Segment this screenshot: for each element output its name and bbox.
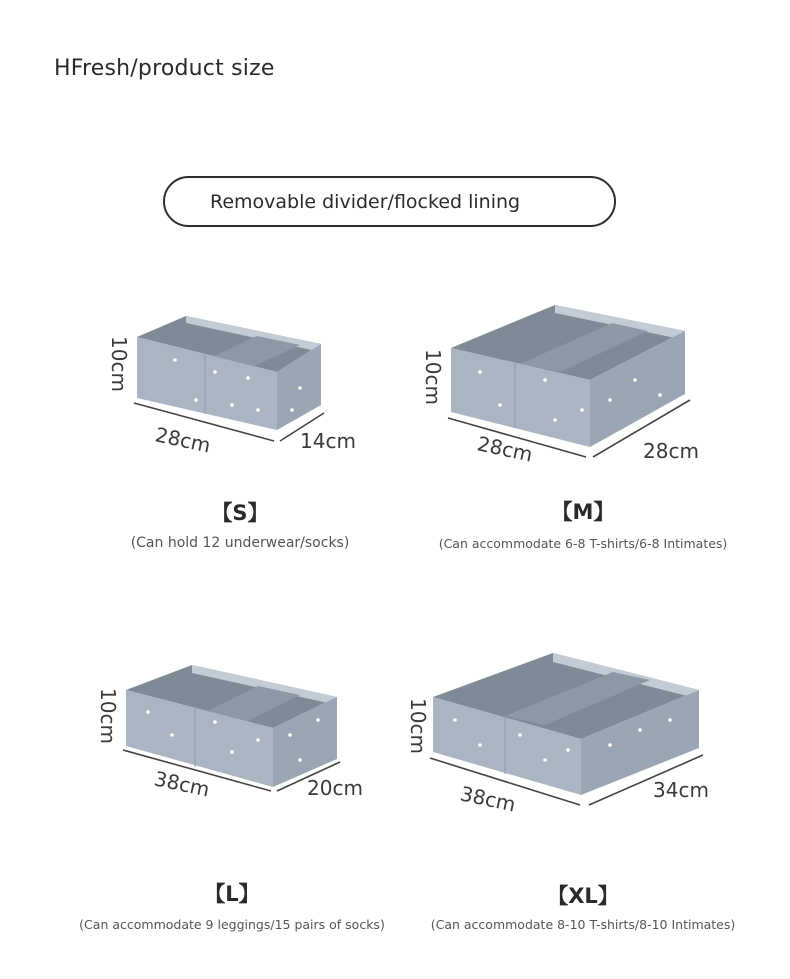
caption-m: (Can accommodate 6-8 T-shirts/6-8 Intimates) (438, 536, 728, 551)
feature-text: Removable divider/flocked lining (210, 191, 521, 213)
l-length-label: 38cm (152, 766, 212, 802)
m-width-label: 28cm (643, 439, 699, 463)
xl-height-label: 10cm (405, 698, 430, 754)
size-label-m: 【M】 (551, 500, 615, 524)
box-m-illustration (451, 305, 685, 447)
size-label-l: 【L】 (204, 882, 260, 906)
caption-xl: (Can accommodate 8-10 T-shirts/8-10 Intimates) (430, 917, 736, 932)
s-width-label: 14cm (300, 429, 356, 453)
xl-length-label: 38cm (458, 781, 518, 817)
caption-s: (Can hold 12 underwear/socks) (130, 535, 350, 551)
s-height-label: 10cm (106, 336, 131, 392)
s-length-label: 28cm (153, 422, 213, 458)
xl-width-label: 34cm (653, 778, 709, 802)
m-height-label: 10cm (420, 349, 445, 405)
m-length-label: 28cm (475, 431, 535, 467)
size-label-xl: 【XL】 (547, 884, 619, 908)
size-label-s: 【S】 (211, 501, 269, 525)
l-width-label: 20cm (307, 776, 363, 800)
box-s-illustration (137, 316, 321, 430)
page-title: HFresh/product size (54, 56, 275, 81)
caption-l: (Can accommodate 9 leggings/15 pairs of socks) (79, 917, 385, 932)
l-height-label: 10cm (95, 688, 120, 744)
